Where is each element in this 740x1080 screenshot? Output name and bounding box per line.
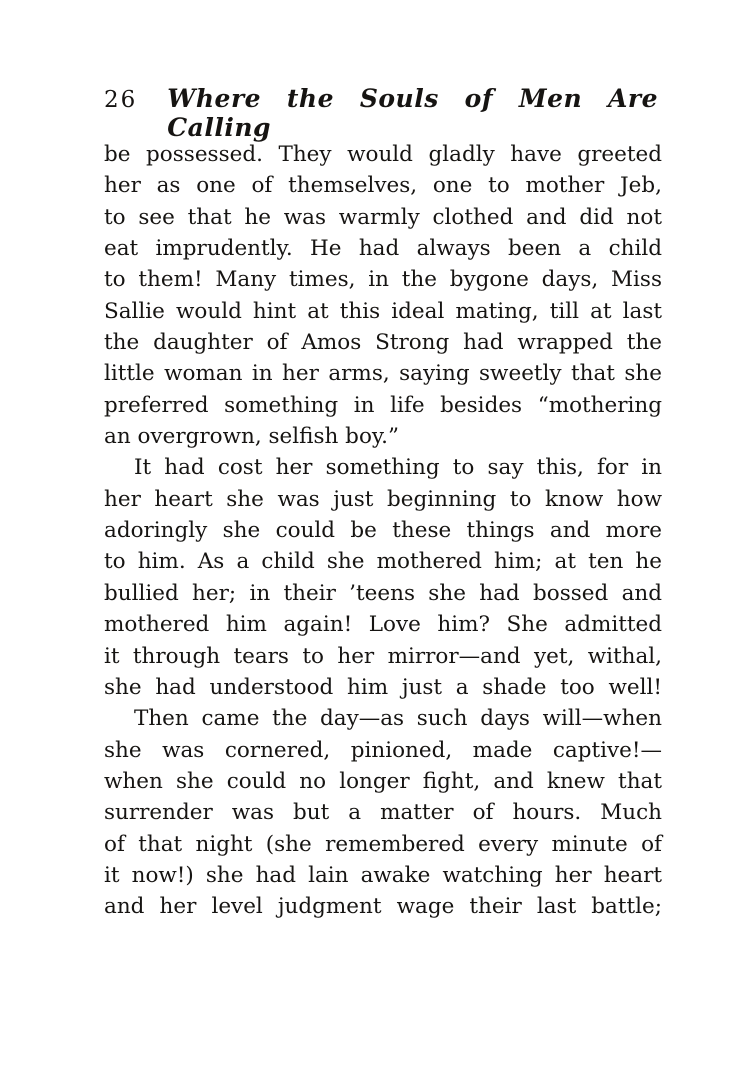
body-line: eat imprudently. He had always been a child (104, 236, 662, 262)
body-line: be possessed. They would gladly have greeted (104, 142, 662, 167)
body-line: the daughter of Amos Strong had wrapped the (104, 330, 662, 356)
page-header (104, 84, 658, 142)
body-line: to them! Many times, in the bygone days, Miss (104, 267, 662, 293)
body-line-paragraph-end: an overgrown, selfish boy.” (104, 424, 400, 450)
page-number: 26 (104, 87, 138, 113)
body-line-paragraph-start: It had cost her something to say this, for in (134, 455, 662, 481)
body-line: it now!) she had lain awake watching her heart (104, 862, 662, 888)
body-line: her as one of themselves, one to mother Jeb, (104, 173, 662, 199)
body-line: preferred something in life besides “mothering (104, 392, 662, 418)
body-line: to him. As a child she mothered him; at ten he (104, 549, 662, 575)
body-line-paragraph-start: Then came the day—as such days will—when (134, 706, 662, 732)
body-line: she was cornered, pinioned, made captive!— (104, 737, 662, 763)
body-line: to see that he was warmly clothed and did not (104, 204, 662, 230)
body-line: her heart she was just beginning to know how (104, 486, 662, 512)
body-line: bullied her; in their ’teens she had bossed and (104, 580, 662, 606)
body-line: of that night (she remembered every minute of (104, 831, 662, 857)
page-body (104, 139, 662, 923)
body-line: Sallie would hint at this ideal mating, till at last (104, 298, 662, 324)
body-line: surrender was but a matter of hours. Much (104, 800, 662, 826)
body-line: and her level judgment wage their last battle; (104, 894, 662, 920)
body-line: it through tears to her mirror—and yet, withal, (104, 643, 662, 669)
body-line: adoringly she could be these things and more (104, 518, 662, 544)
body-line: she had understood him just a shade too well! (104, 674, 662, 700)
running-title: Where the Souls of Men Are Calling (167, 84, 658, 142)
body-line: when she could no longer fight, and knew that (104, 768, 662, 794)
body-line: mothered him again! Love him? She admitted (104, 612, 662, 638)
body-line: little woman in her arms, saying sweetly that she (104, 361, 662, 387)
